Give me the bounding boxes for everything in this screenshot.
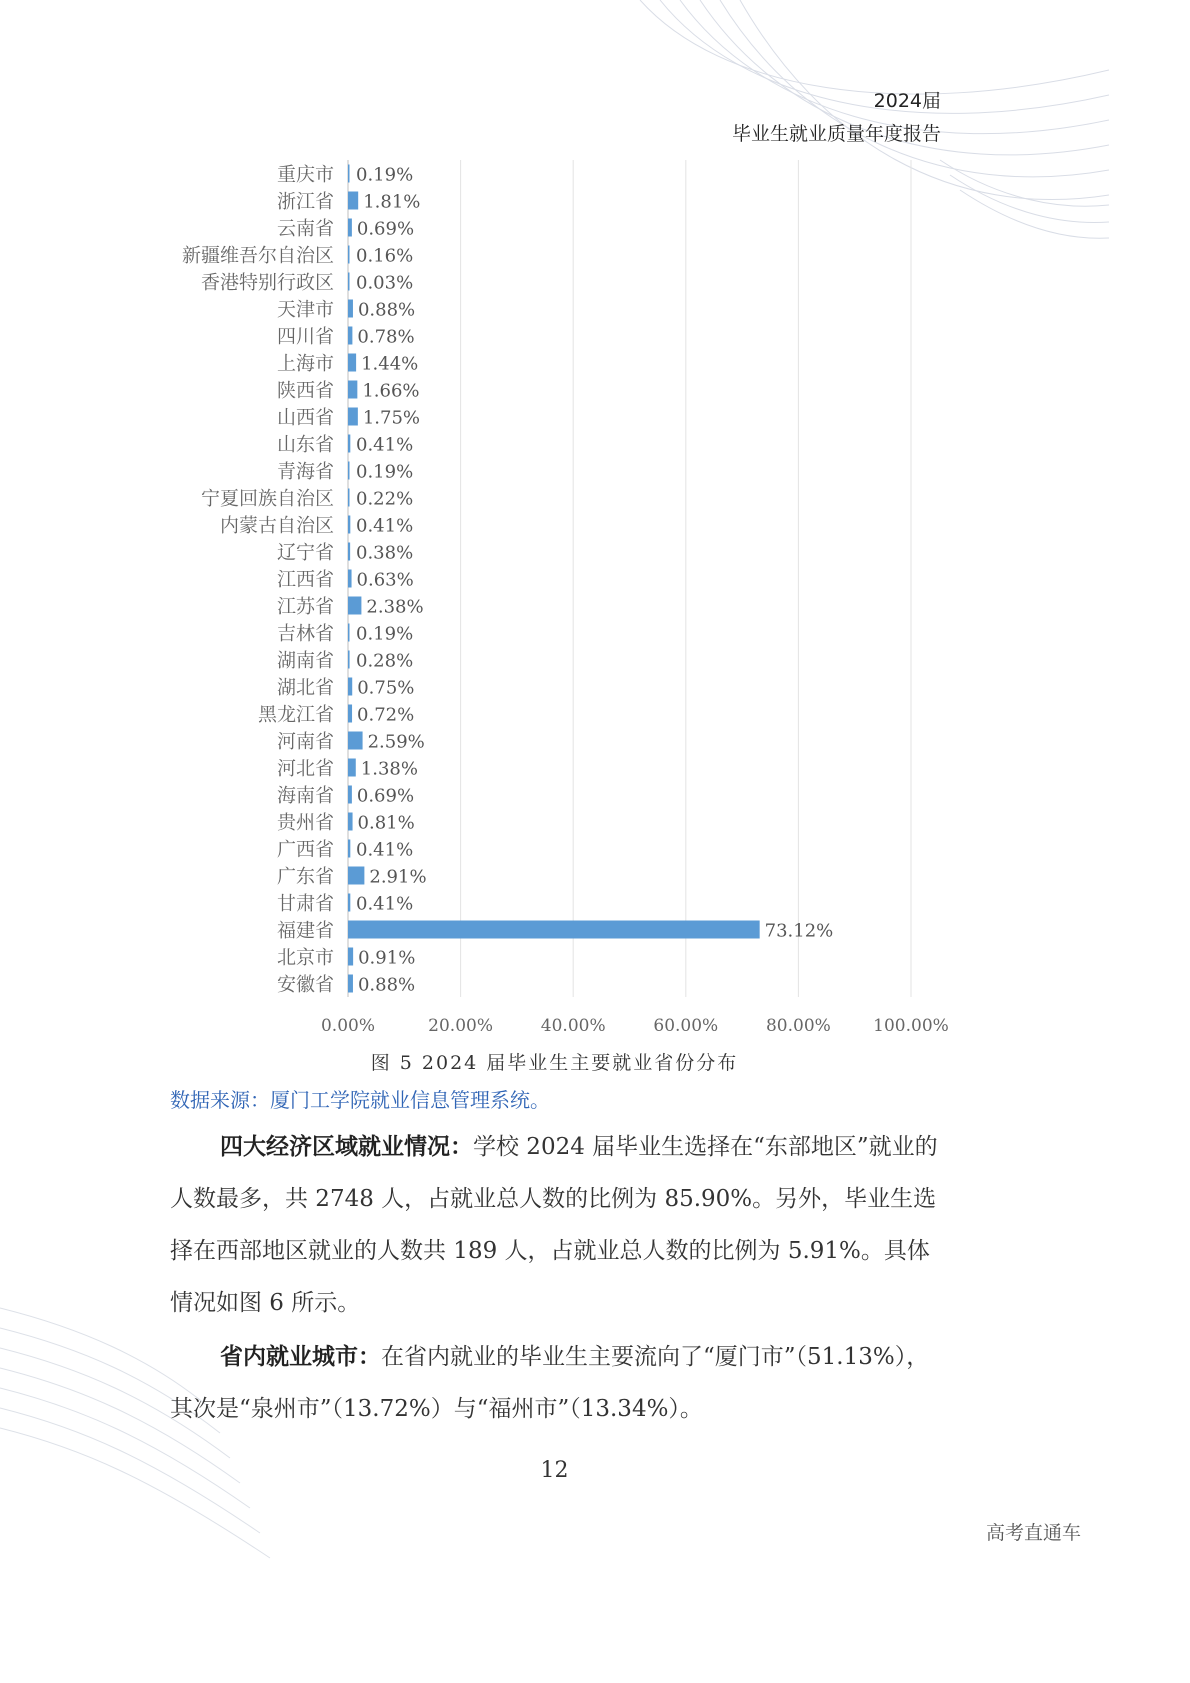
x-tick-label: 40.00% xyxy=(540,1016,606,1036)
data-label: 0.63% xyxy=(356,569,414,591)
category-label: 黑龙江省 xyxy=(257,703,334,726)
category-label: 山东省 xyxy=(276,433,334,456)
category-label: 北京市 xyxy=(276,946,334,969)
bar xyxy=(348,543,350,561)
category-label: 辽宁省 xyxy=(276,541,334,564)
category-label: 天津市 xyxy=(276,298,334,321)
bar xyxy=(348,975,353,993)
bar xyxy=(348,435,350,453)
data-label: 2.38% xyxy=(366,596,424,618)
paragraph-text: 学校 2024 届毕业生选择在“东部地区”就业的人数最多，共 2748 人，占就业总人数的比例为 85.90%。另外，毕业生选择在西部地区就业的人数共 189 人，占就业总人数的比例为 5.91%。具体情况如图 6 所示。 xyxy=(170,1134,938,1316)
data-label: 0.41% xyxy=(356,434,414,456)
category-label: 山西省 xyxy=(276,406,334,429)
data-label: 0.16% xyxy=(356,245,414,267)
category-label: 重庆市 xyxy=(276,163,334,186)
paragraph-economic-regions xyxy=(170,1121,945,1329)
data-label: 0.19% xyxy=(356,623,414,645)
data-label: 0.88% xyxy=(357,299,416,321)
bar xyxy=(348,678,352,696)
paragraph-heading: 四大经济区域就业情况： xyxy=(220,1133,473,1160)
bar xyxy=(348,894,350,912)
bar xyxy=(348,246,350,264)
data-label: 0.38% xyxy=(356,542,414,564)
category-label: 香港特别行政区 xyxy=(200,271,334,294)
paragraph-in-province-cities xyxy=(170,1331,945,1435)
data-label: 0.19% xyxy=(356,461,414,483)
data-label: 1.66% xyxy=(362,380,420,402)
report-header-year: 2024届 xyxy=(873,90,941,112)
bar xyxy=(348,759,356,777)
data-label: 0.72% xyxy=(357,704,415,726)
category-label: 福建省 xyxy=(276,919,334,942)
bar xyxy=(348,408,358,426)
bar xyxy=(348,327,352,345)
data-label: 73.12% xyxy=(764,920,834,942)
bar xyxy=(348,489,350,507)
bar xyxy=(348,705,352,723)
bar xyxy=(348,516,350,534)
data-label: 0.28% xyxy=(356,650,414,672)
x-tick-label: 60.00% xyxy=(653,1016,719,1036)
category-label: 新疆维吾尔自治区 xyxy=(181,244,334,267)
data-label: 2.91% xyxy=(369,866,427,888)
figure-caption: 图 5 2024 届毕业生主要就业省份分布 xyxy=(370,1052,739,1074)
category-label: 江苏省 xyxy=(276,595,334,618)
bar xyxy=(348,219,352,237)
category-label: 河南省 xyxy=(276,730,334,753)
x-tick-label: 100.00% xyxy=(873,1016,949,1036)
bar xyxy=(348,165,350,183)
category-label: 浙江省 xyxy=(276,190,334,213)
data-label: 0.19% xyxy=(356,164,414,186)
data-label: 0.03% xyxy=(356,272,414,294)
x-tick-label: 80.00% xyxy=(765,1016,831,1036)
watermark: 高考直通车 xyxy=(985,1522,1081,1544)
category-label: 上海市 xyxy=(276,352,334,375)
category-label: 江西省 xyxy=(276,568,334,591)
data-label: 0.22% xyxy=(356,488,414,510)
data-source-note: 数据来源：厦门工学院就业信息管理系统。 xyxy=(170,1088,550,1112)
data-label: 1.44% xyxy=(361,353,419,375)
category-label: 陕西省 xyxy=(276,379,334,402)
category-label: 湖南省 xyxy=(276,649,334,672)
bar xyxy=(348,462,350,480)
data-label: 0.88% xyxy=(357,974,416,996)
bar xyxy=(348,921,760,939)
bar xyxy=(348,570,352,588)
page-number: 12 xyxy=(540,1458,569,1483)
data-label: 0.41% xyxy=(356,893,414,915)
category-label: 广东省 xyxy=(276,865,334,888)
category-label: 贵州省 xyxy=(276,811,334,834)
bar xyxy=(348,354,356,372)
category-label: 湖北省 xyxy=(276,676,334,699)
data-label: 0.75% xyxy=(357,677,415,699)
data-label: 0.41% xyxy=(356,515,414,537)
bar xyxy=(348,948,353,966)
data-label: 1.38% xyxy=(360,758,418,780)
bar xyxy=(348,840,350,858)
data-label: 0.69% xyxy=(356,218,415,240)
data-label: 2.59% xyxy=(367,731,425,753)
category-label: 吉林省 xyxy=(276,622,334,645)
bar xyxy=(348,300,353,318)
bar xyxy=(348,624,350,642)
bar xyxy=(348,786,352,804)
category-label: 青海省 xyxy=(276,460,334,483)
bar xyxy=(348,273,350,291)
data-label: 0.91% xyxy=(358,947,416,969)
category-label: 云南省 xyxy=(276,217,334,240)
data-label: 0.78% xyxy=(357,326,415,348)
category-label: 四川省 xyxy=(276,325,334,348)
paragraph-text: 在省内就业的毕业生主要流向了“厦门市”（51.13%），其次是“泉州市”（13.72%）与“福州市”（13.34%）。 xyxy=(170,1344,930,1422)
paragraph-heading: 省内就业城市： xyxy=(220,1343,381,1370)
bar xyxy=(348,867,364,885)
category-label: 内蒙古自治区 xyxy=(219,514,334,537)
category-label: 安徽省 xyxy=(276,973,334,996)
data-label: 0.41% xyxy=(356,839,414,861)
data-label: 1.75% xyxy=(362,407,421,429)
category-label: 甘肃省 xyxy=(276,892,334,915)
category-label: 河北省 xyxy=(276,757,334,780)
category-label: 海南省 xyxy=(276,784,334,807)
x-tick-label: 0.00% xyxy=(320,1016,376,1036)
report-header-title: 毕业生就业质量年度报告 xyxy=(731,123,941,145)
bar xyxy=(348,381,357,399)
bar xyxy=(348,192,358,210)
bar xyxy=(348,732,363,750)
category-label: 广西省 xyxy=(276,838,334,861)
bar xyxy=(348,597,361,615)
x-tick-label: 20.00% xyxy=(428,1016,494,1036)
bar xyxy=(348,813,353,831)
bar xyxy=(348,651,350,669)
category-label: 宁夏回族自治区 xyxy=(200,487,334,510)
data-label: 1.81% xyxy=(363,191,421,213)
data-label: 0.69% xyxy=(356,785,415,807)
data-label: 0.81% xyxy=(357,812,415,834)
